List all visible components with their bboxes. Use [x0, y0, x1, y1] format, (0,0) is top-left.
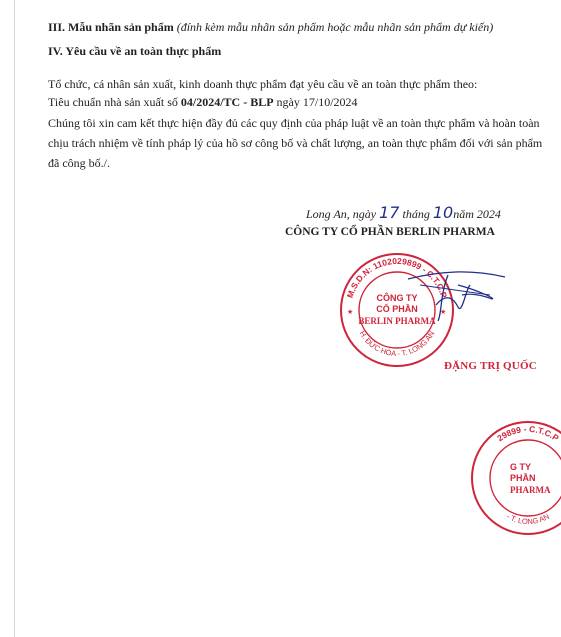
svg-text:★: ★	[347, 308, 354, 316]
place-date-line	[306, 203, 501, 222]
section-heading-label	[48, 20, 493, 35]
signer-name: ĐẶNG TRỊ QUỐC	[444, 360, 537, 372]
svg-text:- T. LONG AN	[505, 512, 551, 526]
page-left-border	[14, 0, 15, 637]
standard-code: 04/2024/TC - BLP	[180, 95, 274, 109]
section-3-title: III. Mẫu nhãn sản phẩm	[48, 20, 174, 34]
standard-reference	[48, 93, 544, 111]
seal-ring-text: M.S.D.N: 1102029899 - C.T.C.P	[344, 255, 450, 300]
section-3-note: (đính kèm mẫu nhãn sản phẩm hoặc mẫu nhãn sản phẩm dự kiến)	[176, 20, 494, 34]
standard-prefix: Tiêu chuẩn nhà sản xuất số	[48, 95, 181, 109]
seal-line-2: CỔ PHẦN	[376, 304, 418, 314]
partial-seal-line-1: G TY	[510, 462, 532, 472]
seal-bottom-text: H. ĐỨC HÒA - T. LONG AN	[357, 329, 437, 359]
section-4-title: IV. Yêu cầu về an toàn thực phẩm	[48, 44, 222, 58]
seal-line-3: BERLIN PHARMA	[358, 316, 436, 326]
partial-seal-ring-text: 29899 - C.T.C.P	[495, 423, 561, 444]
svg-text:H. ĐỨC HÒA - T. LONG AN	[358, 329, 437, 358]
standard-date: ngày 17/10/2024	[273, 95, 358, 109]
partial-seal-line-2: PHẦN	[510, 473, 536, 483]
food-safety-intro: Tổ chức, cá nhân sản xuất, kinh doanh thực phẩm đạt yêu cầu về an toàn thực phẩm theo:	[48, 77, 478, 91]
commitment-paragraph: Chúng tôi xin cam kết thực hiện đầy đủ các quy định của pháp luật về an toàn thực phẩm và hoàn toàn chịu trách nhiệm về tính pháp lý của hồ sơ công bố và chất lượng, an toàn thực phẩm đối với sản phẩm đã công bố./.	[48, 116, 543, 170]
year-text: năm 2024	[453, 207, 501, 221]
handwritten-month: 10	[432, 203, 454, 222]
handwritten-day: 17	[379, 203, 400, 222]
svg-text:★: ★	[440, 308, 447, 316]
partial-seal-line-3: PHARMA	[510, 485, 551, 495]
seal-line-1: CÔNG TY	[376, 293, 418, 303]
month-word: tháng	[399, 207, 433, 221]
handwritten-signature	[400, 265, 510, 325]
partial-seal-bottom-text: - T. LONG AN	[505, 511, 551, 527]
place-text: Long An, ngày	[306, 207, 380, 221]
partial-seal-stamp	[470, 420, 561, 536]
company-name: CÔNG TY CỔ PHẦN BERLIN PHARMA	[285, 226, 495, 238]
